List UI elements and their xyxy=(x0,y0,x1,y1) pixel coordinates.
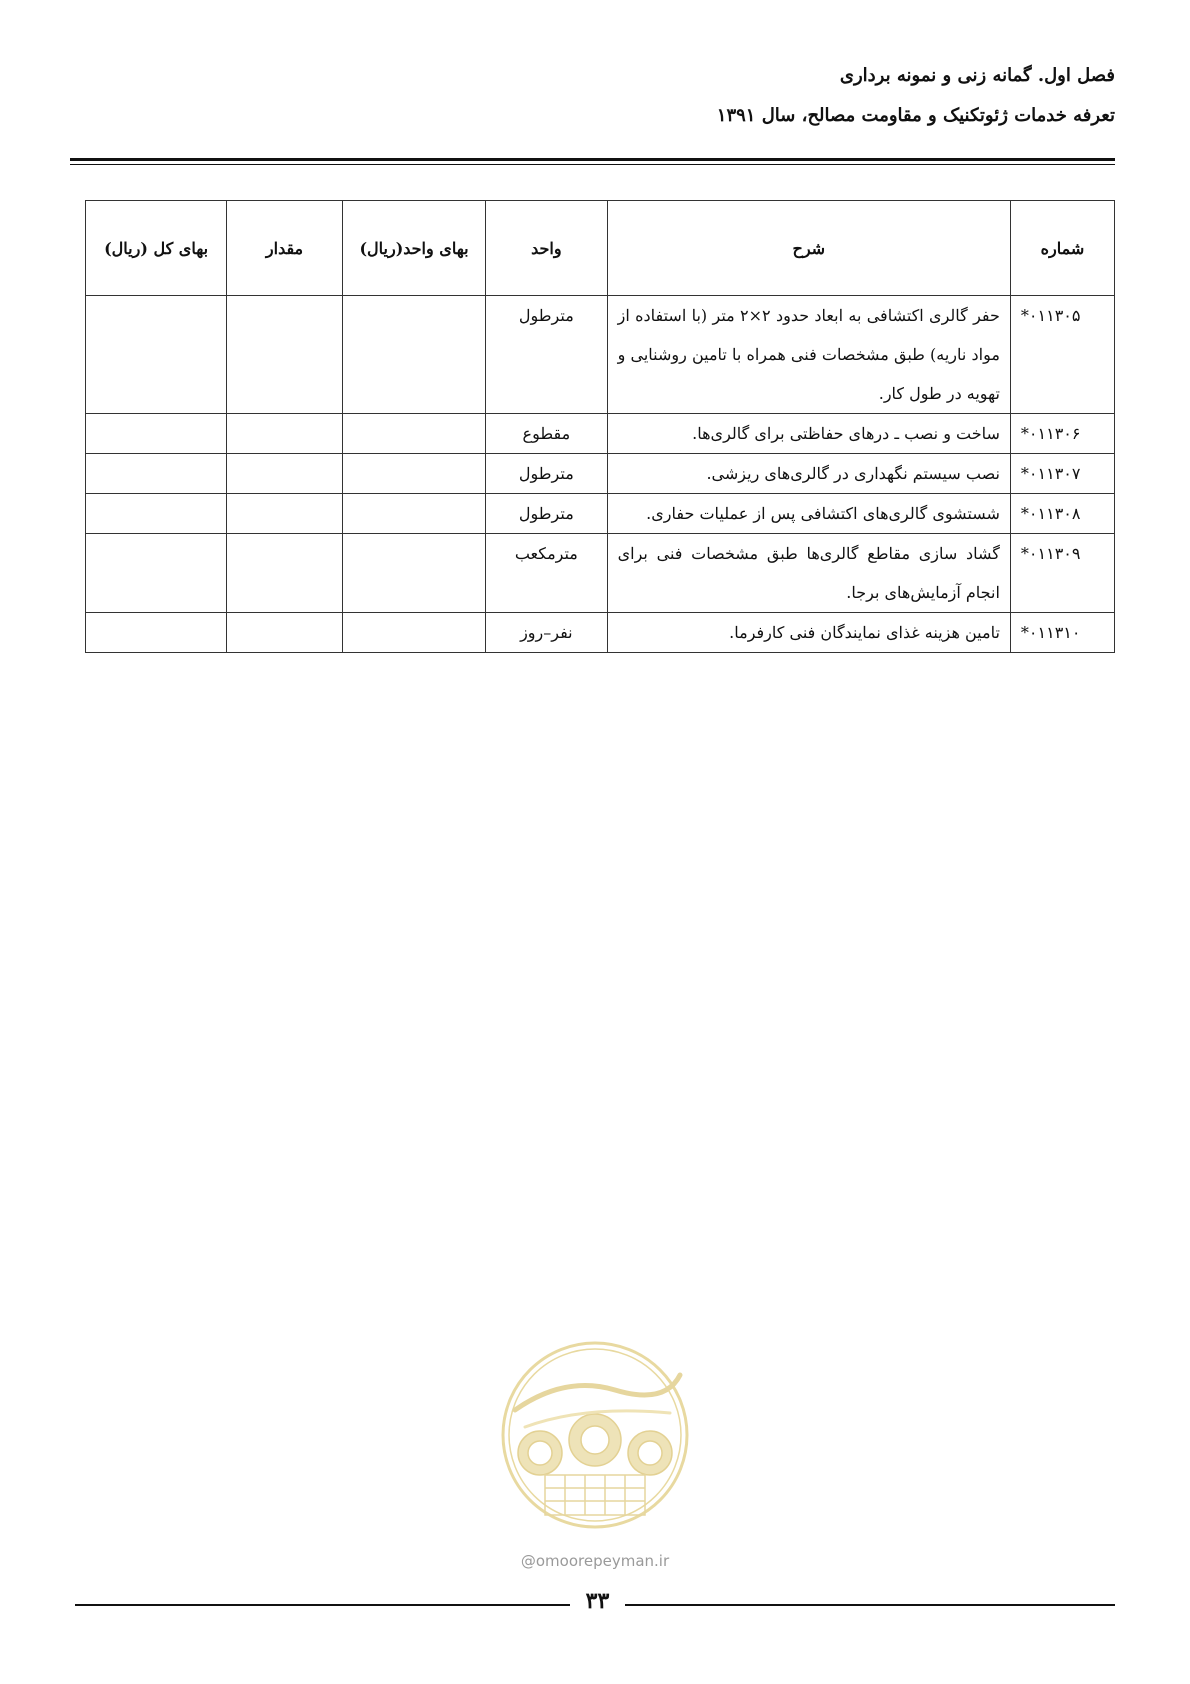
item-description: ساخت و نصب ـ درهای حفاظتی برای گالری‌ها. xyxy=(607,414,1010,454)
footer-rule-left xyxy=(75,1604,570,1606)
item-unit-price xyxy=(342,534,485,613)
document-subtitle: تعرفه خدمات ژئوتکنیک و مقاومت مصالح، سال ۱۳۹۱ xyxy=(716,105,1115,126)
col-header-unit-price: بهای واحد(ریال) xyxy=(342,201,485,296)
item-quantity xyxy=(227,454,343,494)
item-total-price xyxy=(86,494,227,534)
item-description: تامین هزینه غذای نمایندگان فنی کارفرما. xyxy=(607,613,1010,653)
item-number: *۰۱۱۳۱۰ xyxy=(1010,613,1114,653)
item-quantity xyxy=(227,296,343,414)
header-rule-thick xyxy=(70,158,1115,161)
item-unit: نفر–روز xyxy=(486,613,608,653)
item-unit: مترطول xyxy=(486,296,608,414)
item-quantity xyxy=(227,534,343,613)
col-header-quantity: مقدار xyxy=(227,201,343,296)
chapter-title: فصل اول. گمانه زنی و نمونه برداری xyxy=(839,65,1115,86)
item-total-price xyxy=(86,613,227,653)
table-row xyxy=(86,454,1115,494)
item-quantity xyxy=(227,613,343,653)
item-description: نصب سیستم نگهداری در گالری‌های ریزشی. xyxy=(607,454,1010,494)
item-unit: مترمکعب xyxy=(486,534,608,613)
item-unit: مترطول xyxy=(486,454,608,494)
table-header-row xyxy=(86,201,1115,296)
col-header-description: شرح xyxy=(607,201,1010,296)
item-description: گشاد سازی مقاطع گالری‌ها طبق مشخصات فنی برای انجام آزمایش‌های برجا. xyxy=(607,534,1010,613)
item-quantity xyxy=(227,414,343,454)
item-number: *۰۱۱۳۰۸ xyxy=(1010,494,1114,534)
footer-rule-right xyxy=(625,1604,1115,1606)
item-unit-price xyxy=(342,296,485,414)
item-unit: مترطول xyxy=(486,494,608,534)
table-row xyxy=(86,296,1115,414)
table-row xyxy=(86,613,1115,653)
header-rule-thin xyxy=(70,164,1115,165)
page-header xyxy=(717,58,1115,134)
item-unit: مقطوع xyxy=(486,414,608,454)
table-row xyxy=(86,534,1115,613)
item-description: حفر گالری اکتشافی به ابعاد حدود ۲×۲ متر (با استفاده از مواد ناریه) طبق مشخصات فنی همراه با تامین روشنایی و تهویه در طول کار. xyxy=(607,296,1010,414)
page-number: ۳۳ xyxy=(585,1588,610,1614)
tariff-table xyxy=(85,200,1115,653)
item-number: *۰۱۱۳۰۹ xyxy=(1010,534,1114,613)
watermark-site: @omoorepeyman.ir xyxy=(520,1552,670,1570)
watermark-logo-icon xyxy=(495,1335,695,1535)
table-row xyxy=(86,494,1115,534)
item-unit-price xyxy=(342,414,485,454)
item-total-price xyxy=(86,296,227,414)
item-description: شستشوی گالری‌های اکتشافی پس از عملیات حفاری. xyxy=(607,494,1010,534)
item-number: *۰۱۱۳۰۶ xyxy=(1010,414,1114,454)
col-header-unit: واحد xyxy=(486,201,608,296)
item-unit-price xyxy=(342,613,485,653)
item-unit-price xyxy=(342,454,485,494)
item-quantity xyxy=(227,494,343,534)
col-header-total-price: بهای کل (ریال) xyxy=(86,201,227,296)
item-total-price xyxy=(86,534,227,613)
item-number: *۰۱۱۳۰۷ xyxy=(1010,454,1114,494)
item-total-price xyxy=(86,454,227,494)
table-row xyxy=(86,414,1115,454)
col-header-number: شماره xyxy=(1010,201,1114,296)
item-total-price xyxy=(86,414,227,454)
item-number: *۰۱۱۳۰۵ xyxy=(1010,296,1114,414)
item-unit-price xyxy=(342,494,485,534)
